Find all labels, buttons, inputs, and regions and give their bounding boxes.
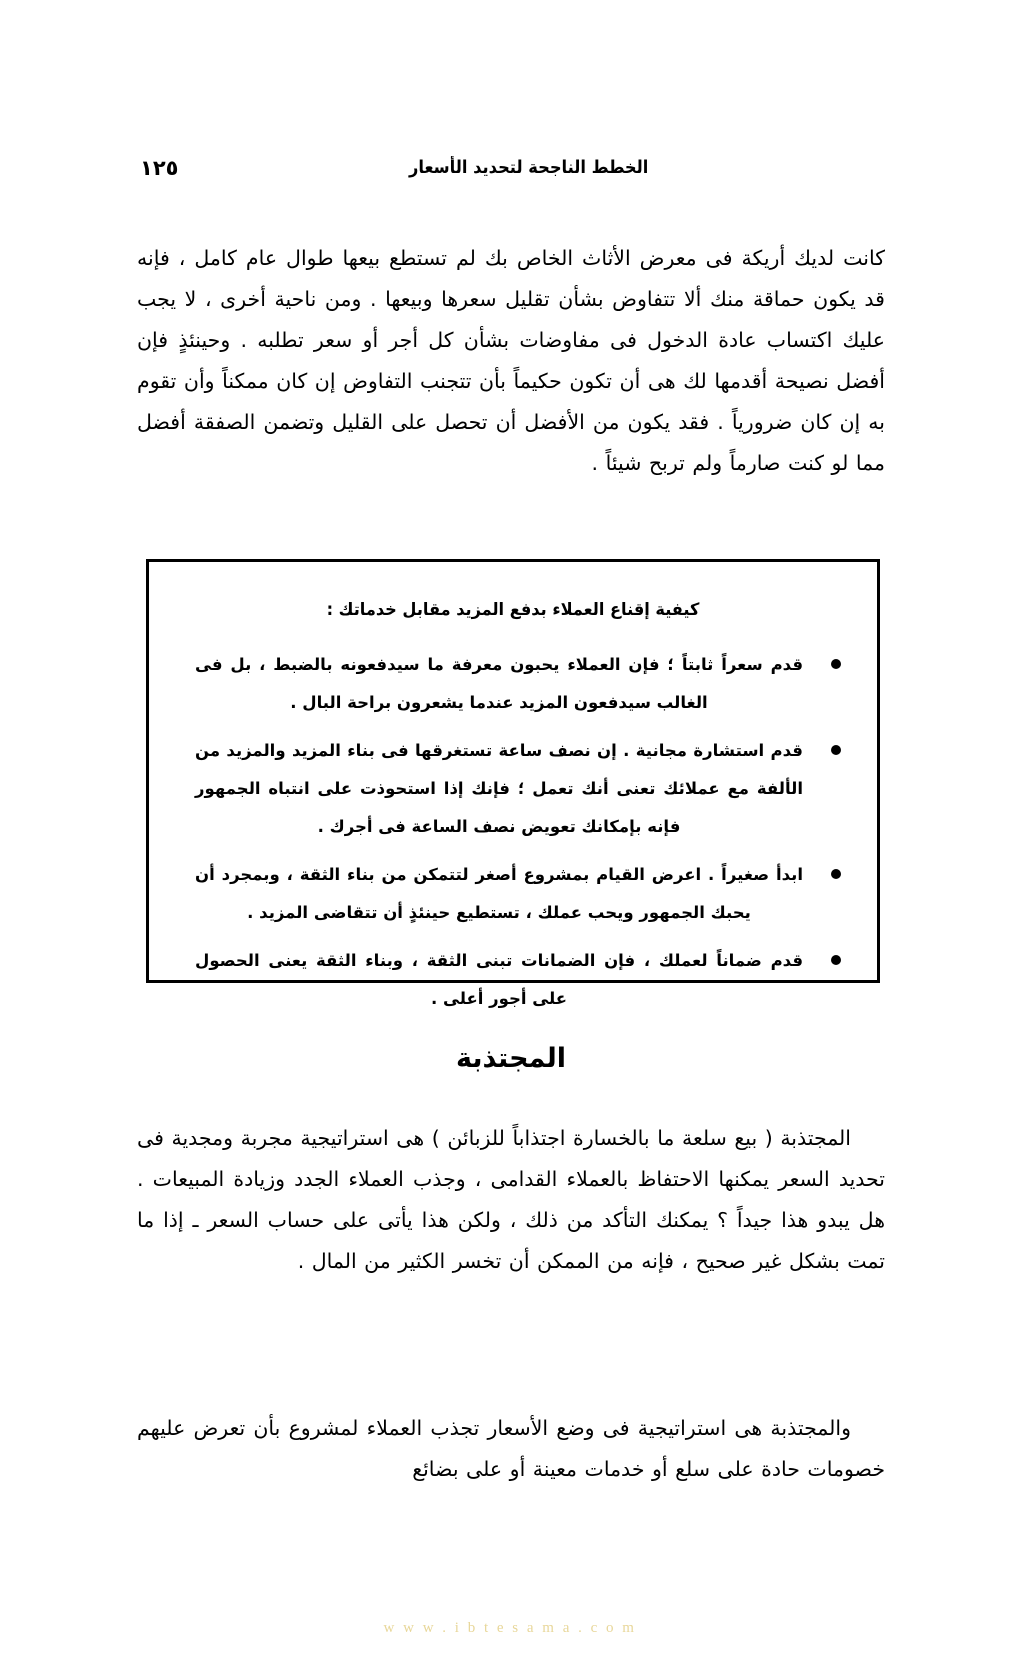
bullet-icon bbox=[831, 745, 841, 755]
running-head bbox=[140, 158, 880, 192]
list-item-text: قدم سعراً ثابتاً ؛ فإن العملاء يحبون معرفة ما سيدفعونه بالضبط ، بل فى الغالب سيدفعون المزيد عندما يشعرون براحة البال . bbox=[195, 655, 803, 712]
callout-box bbox=[146, 559, 880, 1008]
running-head-title: الخطط الناجحة لتحديد الأسعار bbox=[408, 158, 648, 178]
intro-paragraph: كانت لديك أريكة فى معرض الأثاث الخاص بك لم تستطع بيعها طوال عام كامل ، فإنه قد يكون حماقة منك ألا تتفاوض بشأن تقليل سعرها وبيعها . ومن ناحية أخرى ، لا يجب عليك اكتساب عادة الدخول فى مفاوضات بشأن كل أجر أو سعر تطلبه . وحينئذٍ فإن أفضل نصيحة أقدمها لك هى أن تكون حكيماً بأن تتجنب التفاوض إن كان ممكناً وأن تقوم به إن كان ضرورياً . فقد يكون من الأفضل أن تحصل على القليل وتضمن الصفقة أفضل مما لو كنت صارماً ولم تربح شيئاً . bbox=[137, 246, 885, 475]
section-paragraph-2-block bbox=[137, 1408, 885, 1490]
footer-watermark: w w w . i b t e s a m a . c o m bbox=[383, 1620, 637, 1636]
section-heading: المجتذبة bbox=[455, 1043, 567, 1074]
intro-paragraph-block bbox=[137, 238, 885, 484]
callout-title: كيفية إقناع العملاء بدفع المزيد مقابل خدماتك : bbox=[326, 600, 700, 620]
page-number: ١٢٥ bbox=[140, 156, 179, 180]
section-paragraph-2: والمجتذبة هى استراتيجية فى وضع الأسعار تجذب العملاء لمشروع بأن تعرض عليهم خصومات حادة على سلع أو خدمات معينة أو على بضائع bbox=[137, 1416, 885, 1481]
list-item-text: ابدأ صغيراً . اعرض القيام بمشروع أصغر لتتمكن من بناء الثقة ، وبمجرد أن يحبك الجمهور ويحب عملك ، تستطيع حينئذٍ أن تتقاضى المزيد . bbox=[195, 865, 803, 922]
bullet-icon bbox=[831, 659, 841, 669]
bullet-icon bbox=[831, 955, 841, 965]
list-item bbox=[179, 646, 847, 722]
list-item-text: قدم استشارة مجانية . إن نصف ساعة تستغرقها فى بناء المزيد والمزيد من الألفة مع عملائك تعنى أنك تعمل ؛ فإنك إذا استحوذت على انتباه الجمهور فإنه بإمكانك تعويض نصف الساعة فى أجرك . bbox=[195, 741, 803, 836]
section-paragraph-1: المجتذبة ( بيع سلعة ما بالخسارة اجتذاباً للزبائن ) هى استراتيجية مجربة ومجدية فى تحديد السعر يمكنها الاحتفاظ بالعملاء القدامى ، وجذب العملاء الجدد وزيادة المبيعات . هل يبدو هذا جيداً ؟ يمكنك التأكد من ذلك ، ولكن هذا يأتى على حساب السعر ـ إذا ما تمت بشكل غير صحيح ، فإنه من الممكن أن تخسر الكثير من المال . bbox=[137, 1126, 885, 1273]
bullet-icon bbox=[831, 869, 841, 879]
callout-content bbox=[149, 562, 877, 1018]
list-item bbox=[179, 856, 847, 932]
list-item bbox=[179, 732, 847, 846]
section-paragraph-1-block bbox=[137, 1118, 885, 1282]
list-item-text: قدم ضماناً لعملك ، فإن الضمانات تبنى الثقة ، وبناء الثقة يعنى الحصول على أجور أعلى . bbox=[195, 951, 803, 1008]
list-item bbox=[179, 942, 847, 1018]
callout-bullet-list bbox=[179, 646, 847, 1018]
